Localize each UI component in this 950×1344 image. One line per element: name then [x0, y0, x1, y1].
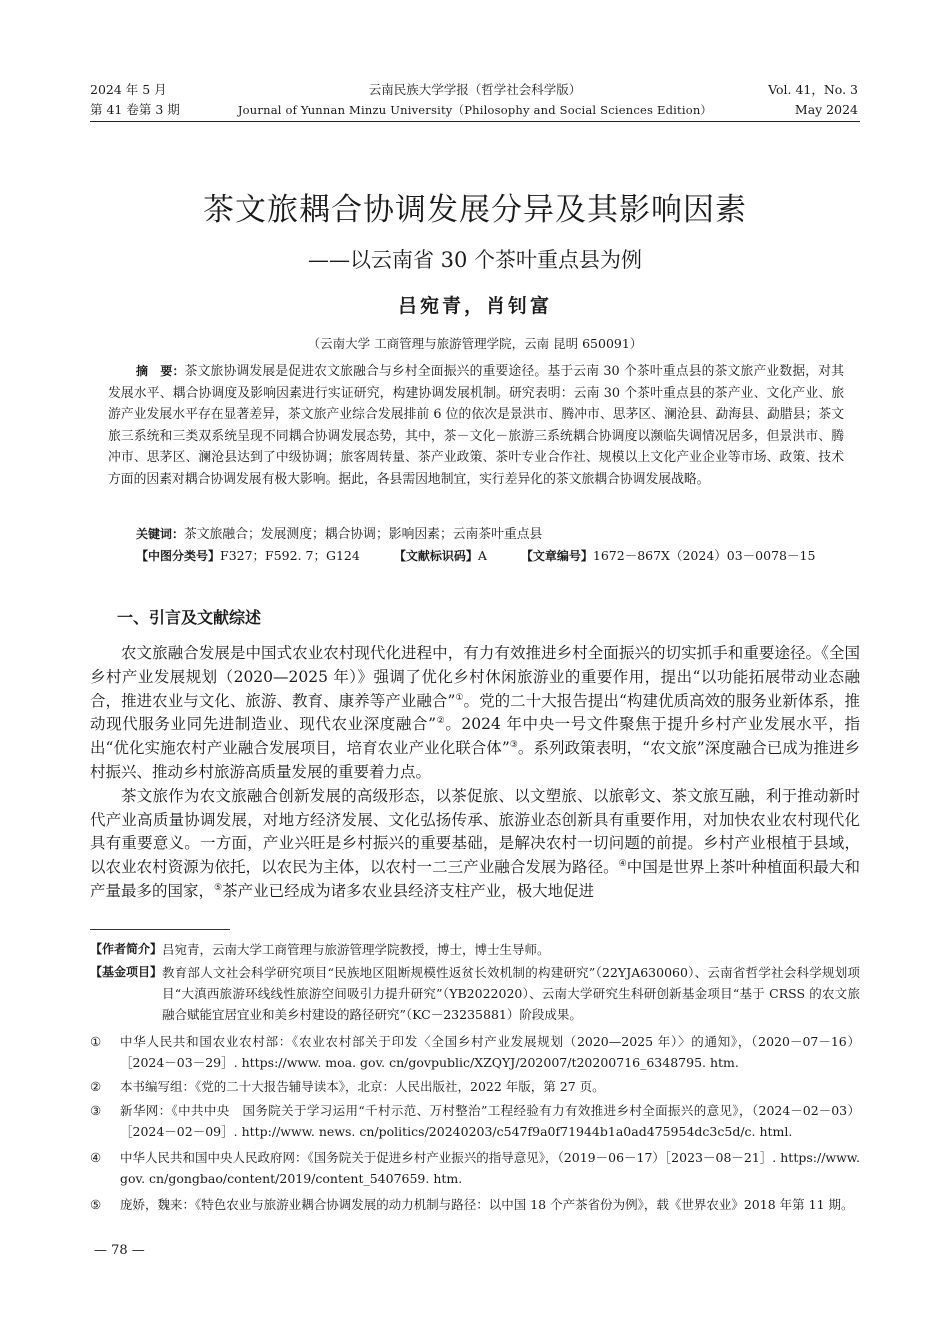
footnote-ref[interactable]: ⑤ — [214, 882, 223, 893]
footnote-mark: ① — [90, 1034, 102, 1049]
article-title: 茶文旅耦合协调发展分异及其影响因素 — [203, 192, 747, 228]
article-authors: 吕宛青，肖钊富 — [397, 295, 552, 317]
author-affiliation: （云南大学 工商管理与旅游管理学院，云南 昆明 650091） — [307, 336, 643, 351]
footnote-text: 庞娇，魏来：《特色农业与旅游业耦合协调发展的动力机制与路径：以中国 18 个产茶省份为例》，载《世界农业》2018 年第 11 期。 — [120, 1197, 854, 1212]
article-subtitle: ——以云南省 30 个茶叶重点县为例 — [307, 248, 643, 272]
text-run: 茶文旅作为农文旅融合创新发展的高级形态，以茶促旅、以文塑旅、以旅彰文、茶文旅互融，利于推动新时代产业高质量协调发展，对地方经济发展、文化弘扬传承、旅游业态创新具有重要作用，对加快农业农村现代化具有重要意义。一方面，产业兴旺是乡村振兴的重要基础，是解决农村一切问题的前提。乡村产业根植于县域，以农业农村资源为依托，以农民为主体，以农村一二三产业融合发展为路径。 — [90, 786, 860, 877]
body-paragraph — [90, 642, 860, 785]
footnote-text: 中华人民共和国农业农村部：《农业农村部关于印发〈全国乡村产业发展规划（2020—2025 年）〉的通知》，（2020－07－16）［2024－03－29］. https://www. moa. gov. cn/govpublic/XZQYJ/202007/t20200716_6348795. htm. — [120, 1034, 860, 1070]
header-journal-en: Journal of Yunnan Minzu University（Philosophy and Social Sciences Edition） — [237, 103, 713, 117]
classification-line — [136, 546, 815, 566]
text-run: 。2024 年中央一号文件聚焦于提升乡村产业发展水平，指出“优化实施农村产业融合发展项目，培育农业产业化联合体” — [90, 715, 860, 758]
footnote-text: 本书编写组：《党的二十大报告辅导读本》，北京：人民出版社，2022 年版，第 27 页。 — [120, 1079, 605, 1094]
footnote-mark: ⑤ — [90, 1197, 102, 1212]
funding-text: 教育部人文社会科学研究项目“民族地区阻断规模性返贫长效机制的构建研究”（22YJA630060）、云南省哲学社会科学规划项目“大滇西旅游环线线性旅游空间吸引力提升研究”（YB2022020）、云南大学研究生科研创新基金项目“基于 CRSS 的农文旅融合赋能宜居宜业和美乡村建设的路径研究”（KC－23235881）阶段成果。 — [162, 965, 860, 1022]
keywords — [136, 524, 846, 545]
clc-label: 【中图分类号】 — [136, 549, 221, 563]
text-run: 中国是世界上茶叶种植面积最大和产量最多的国家， — [90, 858, 860, 900]
footnote-text: 新华网：《中共中央 国务院关于学习运用“千村示范、万村整治”工程经验有力有效推进乡村全面振兴的意见》，（2024－02－03）［2024－02－09］. http://www. news. cn/politics/20240203/c547f9a0f71944b1a0ad475954dc3c5d/c. html. — [120, 1103, 860, 1139]
text-run: 农文旅融合发展是中国式农业农村现代化进程中，有力有效推进乡村全面振兴的切实抓手和重要途径。《全国乡村产业发展规划（2020—2025 年）》强调了优化乡村休闲旅游业的重要作用，提出“以功能拓展带动业态融合，推进农业与文化、旅游、教育、康养等产业融合” — [90, 644, 860, 710]
article-no-label: 【文章编号】 — [520, 549, 593, 563]
footnote — [90, 1031, 860, 1073]
keywords-label: 关键词： — [136, 527, 185, 541]
abstract-text: 茶文旅协调发展是促进农文旅融合与乡村全面振兴的重要途径。基于云南 30 个茶叶重点县的茶文旅产业数据，对其发展水平、耦合协调度及影响因素进行实证研究，构建协调发展机制。研究表明：云南 30 个茶叶重点县的茶产业、文化产业、旅游产业发展水平存在显著差异，茶文旅产业综合发展排前 6 位的依次是景洪市、腾冲市、思茅区、澜沧县、勐海县、勐腊县；茶文旅三系统和三类双系统呈现不同耦合协调发展态势，其中，茶－文化－旅游三系统耦合协调度以濒临失调情况居多，但景洪市、腾冲市、思茅区、澜沧县达到了中级协调；旅客周转量、茶产业政策、茶叶专业合作社、规模以上文化产业企业等市场、政策、技术方面的因素对耦合协调发展有极大影响。据此，各县需因地制宜，实行差异化的茶文旅耦合协调发展战略。 — [108, 364, 844, 487]
text-run: 。系列政策表明，“农文旅”深度融合已成为推进乡村振兴、推动乡村旅游高质量发展的重要着力点。 — [90, 739, 860, 781]
footnote-ref[interactable]: ④ — [618, 859, 627, 870]
author-bio — [90, 939, 860, 960]
header-month: May 2024 — [794, 102, 858, 117]
doc-code-label: 【文献标识码】 — [393, 549, 478, 563]
footnote-mark: ② — [90, 1079, 102, 1094]
header-journal-cn: 云南民族大学学报（哲学社会科学版） — [368, 82, 582, 97]
footnote — [90, 1147, 860, 1189]
abstract — [108, 361, 844, 491]
header-vol — [768, 80, 858, 120]
text-run: 茶产业已经成为诸多农业县经济支柱产业，极大地促进 — [222, 881, 595, 900]
header-volume-issue: 第 41 卷第 3 期 — [90, 102, 180, 117]
funding — [90, 962, 860, 1025]
header-date: 2024 年 5 月 — [90, 82, 167, 97]
page-number: — 78 — — [94, 1243, 145, 1258]
header-rule — [90, 121, 860, 122]
body-paragraph — [90, 785, 860, 904]
abstract-label: 摘 要： — [136, 364, 185, 378]
footnote-mark: ③ — [90, 1103, 102, 1118]
footnote — [90, 1194, 860, 1215]
header-vol-no: Vol. 41，No. 3 — [768, 82, 858, 97]
body-text — [90, 642, 860, 904]
footnote-ref[interactable]: ① — [455, 692, 464, 703]
article-no-value: 1672－867X（2024）03－0078－15 — [592, 548, 816, 563]
footnote-ref[interactable]: ② — [436, 716, 446, 727]
section-heading: 一、引言及文献综述 — [117, 608, 262, 627]
clc-value: F327；F592. 7；G124 — [220, 548, 360, 563]
doc-code-value: A — [477, 548, 487, 563]
footnote-text: 中华人民共和国中央人民政府网：《国务院关于促进乡村产业振兴的指导意见》，（2019－06－17）［2023－08－21］. https://www. gov. cn/gongbao/content/2019/content_5407659. htm. — [120, 1150, 860, 1186]
author-bio-label: 【作者简介】 — [90, 942, 163, 956]
text-run: 。党的二十大报告提出“构建优质高效的服务业新体系，推动现代服务业同先进制造业、现代农业深度融合” — [90, 691, 860, 734]
footnote-mark: ④ — [90, 1150, 102, 1165]
footnote — [90, 1100, 860, 1142]
funding-label: 【基金项目】 — [90, 965, 163, 979]
footnote — [90, 1076, 860, 1097]
footnote-rule — [90, 929, 230, 930]
author-bio-text: 吕宛青，云南大学工商管理与旅游管理学院教授，博士，博士生导师。 — [162, 942, 550, 957]
keywords-text: 茶文旅融合；发展测度；耦合协调；影响因素；云南茶叶重点县 — [184, 527, 543, 542]
footnote-ref[interactable]: ③ — [509, 740, 518, 751]
